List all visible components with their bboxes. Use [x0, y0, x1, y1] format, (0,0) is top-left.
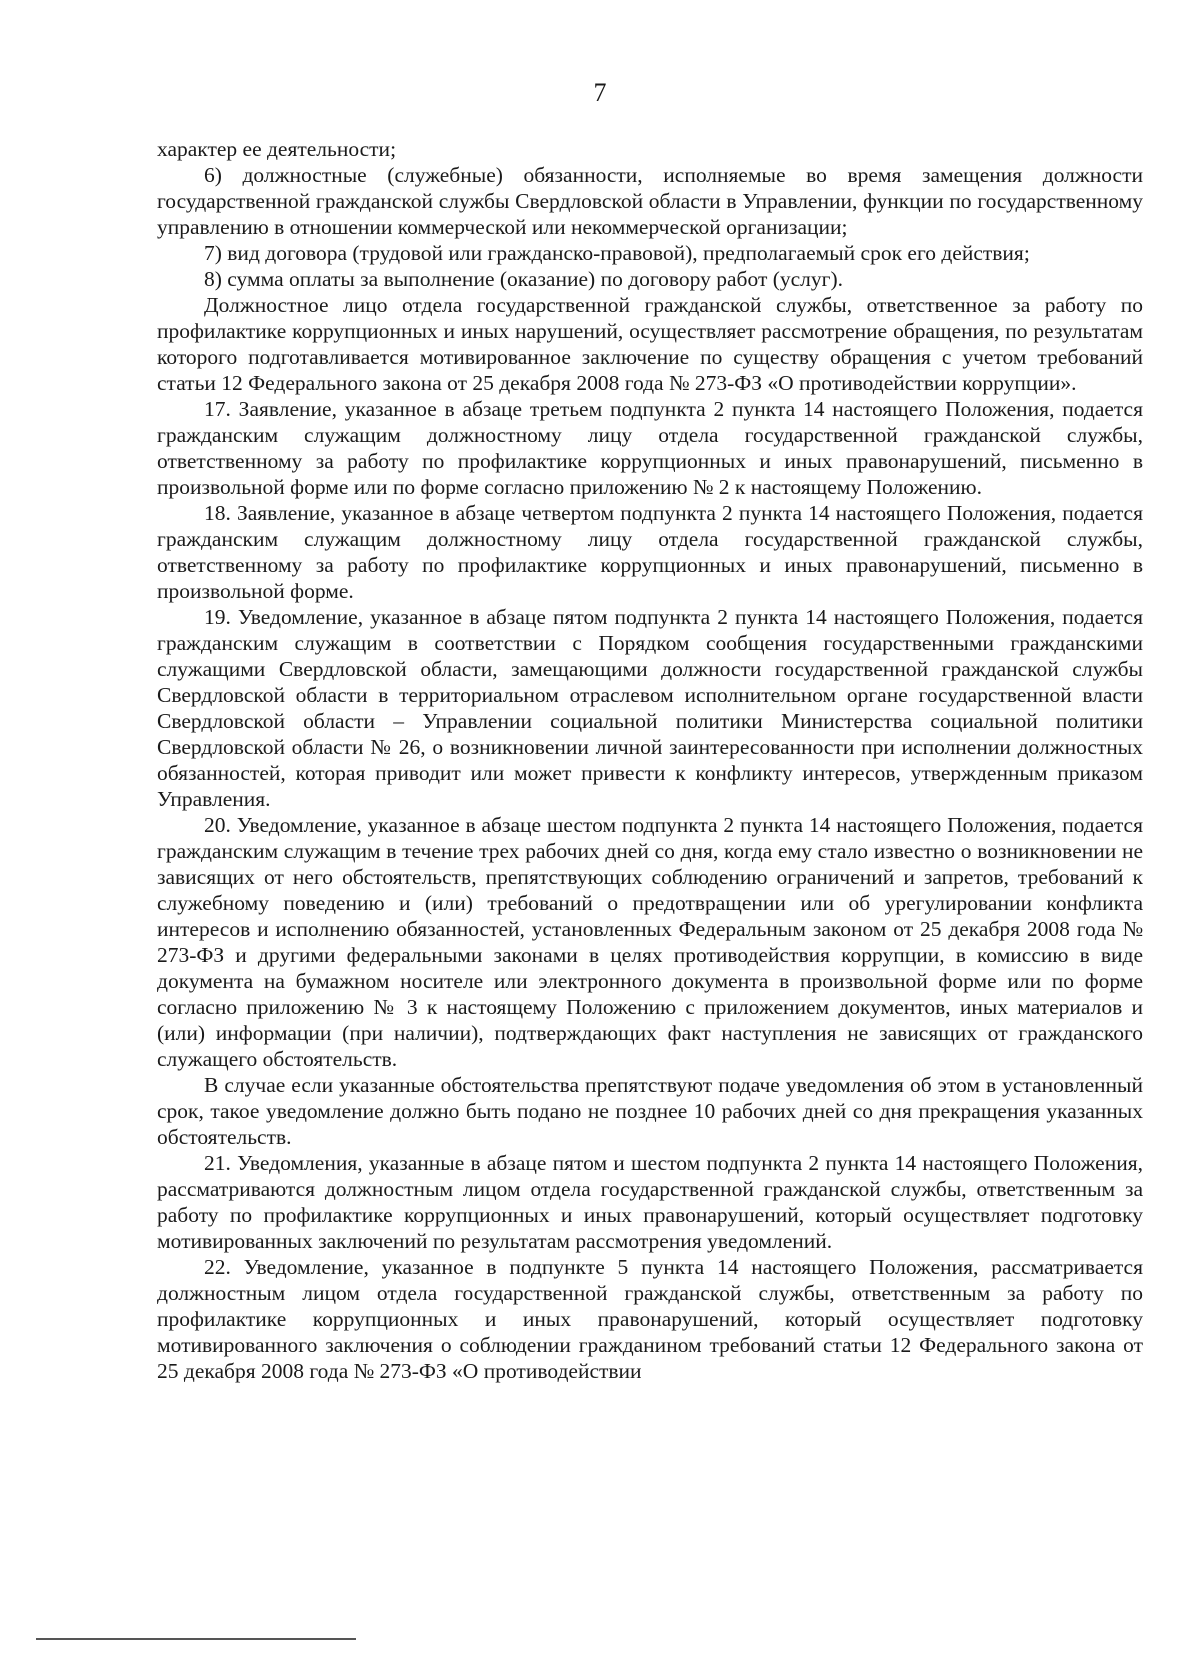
paragraph-item-8: 8) сумма оплаты за выполнение (оказание) по договору работ (услуг). — [204, 267, 844, 291]
paragraph-22: 22. Уведомление, указанное в подпункте 5 пункта 14 настоящего Положения, рассматривается должностным лицом отдела государственной гражданской службы, ответственным за работу по профилактике коррупционных и иных правонарушений, который осуществляет подготовку мотивированного заключения о соблюдении гражданином требований статьи 12 Федерального закона от 25 декабря 2008 года № 273-ФЗ «О противодействии — [157, 1255, 1143, 1383]
paragraph-continuation: характер ее деятельности; — [157, 137, 397, 161]
paragraph-item-7: 7) вид договора (трудовой или гражданско-правовой), предполагаемый срок его действия; — [204, 241, 1030, 265]
paragraph-17: 17. Заявление, указанное в абзаце третьем подпункта 2 пункта 14 настоящего Положения, подается гражданским служащим должностному лицу отдела государственной гражданской службы, ответственному за работу по профилактике коррупционных и иных правонарушений, письменно в произвольной форме или по форме согласно приложению № 2 к настоящему Положению. — [157, 397, 1143, 499]
paragraph-20: 20. Уведомление, указанное в абзаце шестом подпункта 2 пункта 14 настоящего Положения, подается гражданским служащим в течение трех рабочих дней со дня, когда ему стало известно о возникновении не зависящих от него обстоятельств, препятствующих соблюдению ограничений и запретов, требований к служебному поведению и (или) требований о предотвращении или об урегулировании конфликта интересов и исполнению обязанностей, установленных Федеральным законом от 25 декабря 2008 года № 273-ФЗ и другими федеральными законами в целях противодействия коррупции, в комиссию в виде документа на бумажном носителе или электронного документа в произвольной форме или по форме согласно приложению № 3 к настоящему Положению с приложением документов, иных материалов и (или) информации (при наличии), подтверждающих факт наступления не зависящих от гражданского служащего обстоятельств. — [157, 813, 1143, 1071]
paragraph-item-6: 6) должностные (служебные) обязанности, исполняемые во время замещения должности государственной гражданской службы Свердловской области в Управлении, функции по государственному управлению в отношении коммерческой или некоммерческой организации; — [157, 163, 1143, 239]
paragraph-19: 19. Уведомление, указанное в абзаце пятом подпункта 2 пункта 14 настоящего Положения, подается гражданским служащим в соответствии с Порядком сообщения государственными гражданскими служащими Свердловской области, замещающими должности государственной гражданской службы Свердловской области в территориальном отраслевом исполнительном органе государственной власти Свердловской области – Управлении социальной политики Министерства социальной политики Свердловской области № 26, о возникновении личной заинтересованности при исполнении должностных обязанностей, которая приводит или может привести к конфликту интересов, утвержденным приказом Управления. — [157, 605, 1143, 811]
paragraph-21: 21. Уведомления, указанные в абзаце пятом и шестом подпункта 2 пункта 14 настоящего Положения, рассматриваются должностным лицом отдела государственной гражданской службы, ответственным за работу по профилактике коррупционных и иных правонарушений, который осуществляет подготовку мотивированных заключений по результатам рассмотрения уведомлений. — [157, 1151, 1143, 1253]
paragraph-official-review: Должностное лицо отдела государственной гражданской службы, ответственное за работу по профилактике коррупционных и иных нарушений, осуществляет рассмотрение обращения, по результатам которого подготавливается мотивированное заключение по существу обращения с учетом требований статьи 12 Федерального закона от 25 декабря 2008 года № 273-ФЗ «О противодействии коррупции». — [157, 293, 1143, 395]
footer-rule — [36, 1638, 356, 1640]
page-number: 7 — [593, 78, 607, 107]
document-body — [157, 136, 1143, 1384]
paragraph-18: 18. Заявление, указанное в абзаце четвертом подпункта 2 пункта 14 настоящего Положения, подается гражданским служащим должностному лицу отдела государственной гражданской службы, ответственному за работу по профилактике коррупционных и иных правонарушений, письменно в произвольной форме. — [157, 501, 1143, 603]
paragraph-20-continuation: В случае если указанные обстоятельства препятствуют подаче уведомления об этом в установленный срок, такое уведомление должно быть подано не позднее 10 рабочих дней со дня прекращения указанных обстоятельств. — [157, 1073, 1143, 1149]
